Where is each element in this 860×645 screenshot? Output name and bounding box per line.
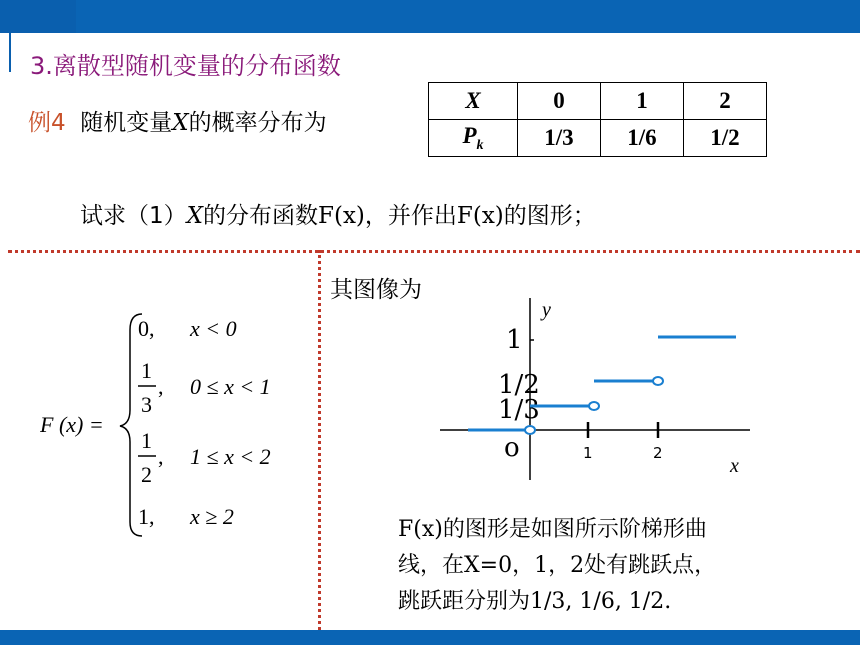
description-line-3 [398,584,716,620]
desc-line2-e: 2 [570,553,585,578]
table-cell: 1 [601,83,684,120]
table-cell: 1/2 [684,120,767,157]
desc-line2-f: 处有跳跃点， [584,553,717,578]
table-header-pk [429,120,518,157]
case2-condition: 0 ≤ x < 1 [190,374,271,399]
distribution-table [428,82,767,157]
table-cell: 1/6 [601,120,684,157]
table-cell: 1/3 [518,120,601,157]
case2-num: 1 [141,358,152,383]
case4-value: 1, [138,504,155,529]
question-fn2: F(x) [456,203,504,229]
case1-condition: x < 0 [190,316,237,341]
question-text [80,197,596,230]
desc-fn: F(x) [398,517,443,542]
open-endpoint [589,402,599,410]
table-row [429,83,767,120]
description-line-1 [398,512,716,548]
question-prefix: 试求（1） [80,203,187,229]
table-header-x: X [429,83,518,120]
question-mid2: ，并作出 [364,203,457,229]
example-label: 例4 [28,110,66,136]
case3-num: 1 [141,428,152,453]
open-endpoint [525,426,535,434]
case3-sep: , [158,444,164,469]
horizontal-divider [8,250,860,253]
case4-condition: x ≥ 2 [190,504,234,529]
desc-line2-a: 线，在 [398,553,465,578]
graph-caption: 其图像为 [330,277,422,303]
table-cell: 2 [684,83,767,120]
open-endpoint [653,377,663,385]
case3-condition: 1 ≤ x < 2 [190,444,271,469]
desc-line2-d: ， [548,553,571,578]
case3-den: 2 [141,462,152,487]
case2-sep: , [158,374,164,399]
description-line-2 [398,548,716,584]
y-tick-label: 1 [506,325,523,355]
question-mid: 的分布函数 [203,203,319,229]
desc-line2-eq: X=0 [464,553,513,578]
desc-line1-rest: 的图形是如图所示阶梯形曲 [442,517,707,542]
question-fn1: F(x) [318,203,365,229]
formula-brace [120,314,142,536]
table-cell: 0 [518,83,601,120]
question-variable: X [186,203,204,229]
formula-lhs: F (x) = [40,412,104,437]
bottom-banner [0,630,860,645]
y-tick-label: 1/2 [498,370,540,400]
desc-line2-b: ， [512,553,535,578]
case2-den: 3 [141,392,152,417]
example-text-before: 随机变量 [80,110,173,136]
vertical-divider [318,250,321,630]
x-tick-label: 1 [583,444,593,462]
graph-description [398,512,716,620]
y-axis-label: y [542,299,551,321]
piecewise-formula [40,300,310,540]
example-text-after: 的概率分布为 [188,110,327,136]
desc-line3-c: . [664,589,672,614]
table-row [429,120,767,157]
step-function-chart [430,290,760,490]
x-tick-label: 2 [653,444,663,462]
left-accent-rule [9,0,11,72]
question-suffix: 的图形； [503,203,596,229]
pk-subscript: k [476,137,484,153]
y-tick-label: 1/3 [498,395,540,425]
example-variable: X [172,110,189,136]
pk-letter: P [462,122,477,148]
top-banner [0,0,860,33]
desc-line3-a: 跳跃距分别为 [398,589,531,614]
section-title: 3.离散型随机变量的分布函数 [30,52,341,80]
desc-line3-b: 1/3, 1/6, 1/2 [530,589,665,614]
origin-label: o [504,433,520,463]
top-banner-accent [0,0,76,33]
example-statement [28,104,327,137]
desc-line2-c: 1 [534,553,549,578]
case1-value: 0, [138,316,155,341]
x-axis-label: x [730,455,739,477]
